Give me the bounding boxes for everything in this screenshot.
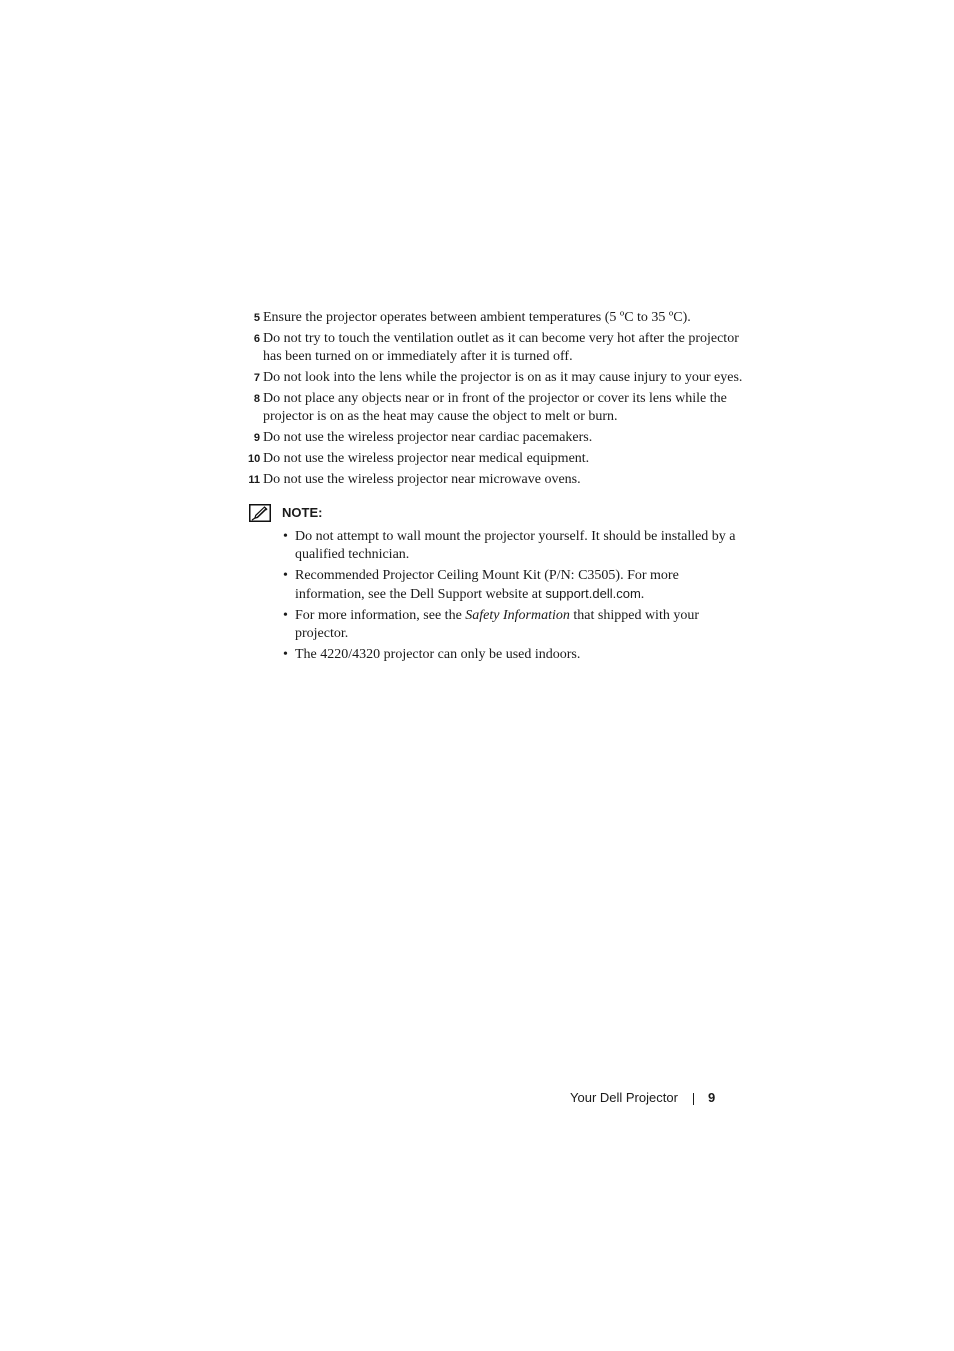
footer-title: Your Dell Projector xyxy=(570,1090,678,1105)
list-item xyxy=(248,390,748,426)
item-text: Do not look into the lens while the projector is on as it may cause injury to your eyes. xyxy=(263,370,743,385)
list-item xyxy=(248,528,740,564)
bullet-text-end: . xyxy=(640,587,645,602)
item-text: Do not use the wireless projector near microwave ovens. xyxy=(263,472,581,487)
bullet-text: Do not attempt to wall mount the projector yourself. It should be installed by a qualified technician. xyxy=(295,529,736,562)
list-item xyxy=(248,450,748,468)
bullet-marker: • xyxy=(283,529,288,544)
item-text: Do not try to touch the ventilation outlet as it can become very hot after the projector has been turned on or immediately after it is turned off. xyxy=(263,331,739,364)
item-text: Do not use the wireless projector near medical equipment. xyxy=(263,451,590,466)
footer-divider xyxy=(693,1093,694,1105)
list-item xyxy=(248,330,748,366)
item-number: 8 xyxy=(253,393,260,405)
list-item xyxy=(248,607,740,643)
list-item xyxy=(248,567,740,604)
item-text: Do not place any objects near or in front of the projector or cover its lens while the projector is on as the heat may cause the object to melt or burn. xyxy=(263,391,727,424)
bullet-text-end: that shipped with your projector. xyxy=(295,608,700,641)
note-label: NOTE: xyxy=(282,505,323,520)
item-number: 7 xyxy=(253,372,260,384)
support-site-link[interactable]: support.dell.com xyxy=(545,586,641,601)
bullet-marker: • xyxy=(283,568,288,583)
page-number: 9 xyxy=(708,1090,716,1105)
bullet-text: Recommended Projector Ceiling Mount Kit (P/N: C3505). For more information, see the Dell Support website at xyxy=(295,568,679,602)
bullet-marker: • xyxy=(283,608,288,623)
item-number: 9 xyxy=(253,432,260,444)
item-number: 11 xyxy=(248,474,260,486)
note-pencil-icon xyxy=(249,504,271,522)
item-text: Do not use the wireless projector near cardiac pacemakers. xyxy=(263,430,593,445)
list-item xyxy=(248,646,740,664)
item-text: Ensure the projector operates between ambient temperatures (5 ºC to 35 ºC). xyxy=(263,310,691,325)
safety-instructions-list xyxy=(248,309,748,489)
main-content xyxy=(248,309,748,667)
list-item xyxy=(248,471,748,489)
note-bullet-list xyxy=(248,528,748,664)
bullet-text: For more information, see the xyxy=(295,608,466,623)
item-number: 6 xyxy=(253,333,260,345)
safety-information-title: Safety Information xyxy=(465,608,570,623)
note-header xyxy=(248,502,748,524)
page-footer xyxy=(560,1089,720,1109)
bullet-text: The 4220/4320 projector can only be used indoors. xyxy=(295,647,581,662)
item-number: 5 xyxy=(253,312,260,324)
list-item xyxy=(248,309,748,327)
list-item xyxy=(248,429,748,447)
bullet-marker: • xyxy=(283,647,288,662)
list-item xyxy=(248,369,748,387)
item-number: 10 xyxy=(248,453,261,465)
